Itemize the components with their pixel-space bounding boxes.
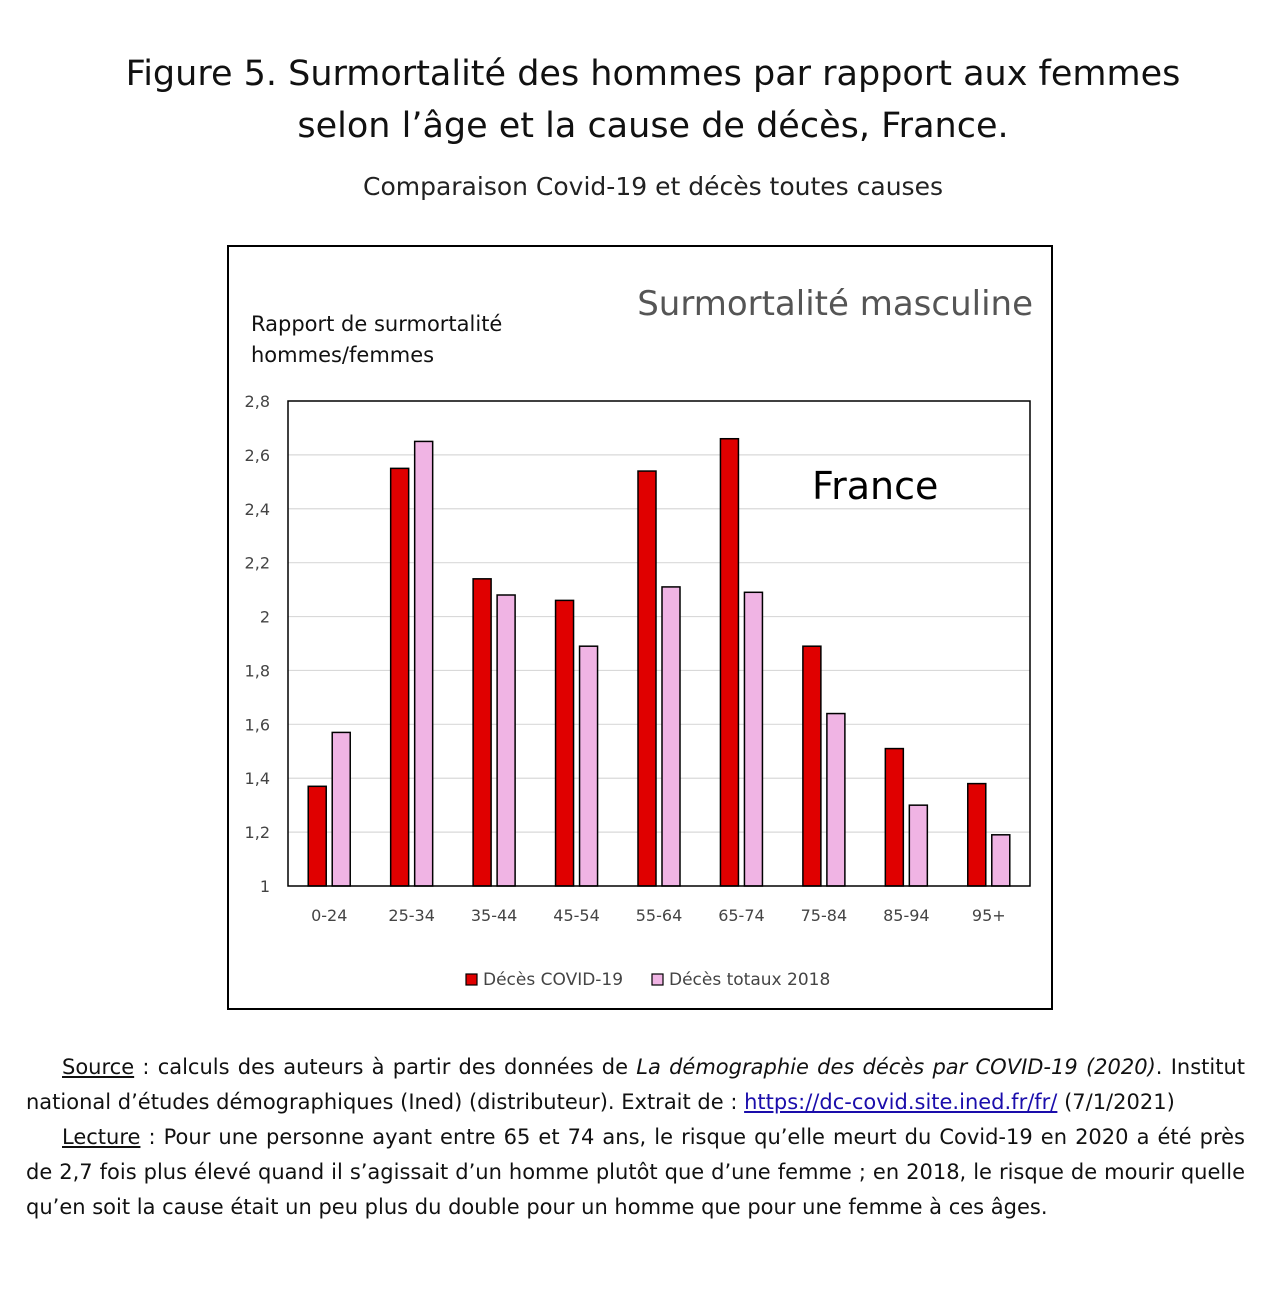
- chart-annotation: France: [812, 464, 939, 508]
- bar-covid: [556, 600, 574, 886]
- y-tick-label: 1: [259, 877, 270, 896]
- notes: [26, 1050, 1245, 1225]
- y-tick-labels: [245, 392, 270, 896]
- bar-covid: [391, 468, 409, 886]
- figure-title-line2: selon l’âge et la cause de décès, France.: [297, 106, 1009, 146]
- y-tick-label: 1,2: [244, 823, 270, 843]
- source-label: Source: [62, 1055, 135, 1079]
- bar-total2018: [662, 587, 680, 886]
- bar-covid: [968, 784, 986, 886]
- chart-title: Surmortalité masculine: [637, 284, 1033, 324]
- source-text1: : calculs des auteurs à partir des données de: [134, 1055, 637, 1079]
- bar-total2018: [415, 441, 433, 886]
- y-axis-label-line2: hommes/femmes: [251, 343, 435, 367]
- lecture-paragraph: [26, 1120, 1245, 1225]
- y-tick-label: 2: [259, 607, 270, 627]
- legend-swatch: [652, 974, 663, 985]
- legend-swatch: [466, 974, 477, 985]
- lecture-text: : Pour une personne ayant entre 65 et 74 ans, le risque qu’elle meurt du Covid-19 en 2020 a été près de 2,7 fois plus élevé quand il s’agissait d’un homme plutôt que d’une femme ; en 2018, le risque de mourir quelle qu’en soit la cause était un peu plus du double pour un homme que pour une femme à ces âges.: [26, 1125, 1245, 1219]
- lecture-label: Lecture: [62, 1125, 141, 1149]
- legend-label: Décès COVID-19: [483, 970, 624, 990]
- x-tick-label: 95+: [971, 906, 1006, 925]
- bar-covid: [638, 471, 656, 886]
- bar-total2018: [744, 592, 762, 886]
- figure-subtitle: Comparaison Covid-19 et décès toutes causes: [362, 172, 943, 201]
- x-tick-label: 45-54: [553, 906, 600, 925]
- y-tick-label: 2,6: [244, 445, 270, 465]
- legend-label: Décès totaux 2018: [669, 970, 831, 990]
- y-axis-label-line1: Rapport de surmortalité: [251, 312, 503, 336]
- bar-total2018: [497, 595, 515, 886]
- bar-covid: [720, 439, 738, 886]
- bar-total2018: [580, 646, 598, 886]
- x-tick-label: 85-94: [883, 906, 930, 925]
- bar-total2018: [909, 805, 927, 886]
- legend: [466, 970, 830, 990]
- y-tick-label: 1,6: [244, 715, 270, 735]
- bar-covid: [308, 786, 326, 886]
- source-text2: . Institut national d’études démographiques (Ined) (distributeur). Extrait de :: [26, 1055, 1245, 1114]
- source-link[interactable]: https://dc-covid.site.ined.fr/fr/: [744, 1090, 1058, 1114]
- chart-frame: [227, 245, 1053, 1010]
- y-tick-label: 1,8: [244, 661, 270, 681]
- x-tick-label: 75-84: [800, 906, 848, 925]
- bar-covid: [803, 646, 821, 886]
- bar-covid: [885, 749, 903, 886]
- figure-title-line1: Figure 5. Surmortalité des hommes par rapport aux femmes: [125, 54, 1181, 94]
- bar-covid: [473, 579, 491, 886]
- y-tick-label: 1,4: [244, 769, 270, 789]
- x-tick-label: 35-44: [470, 906, 518, 925]
- x-tick-label: 65-74: [718, 906, 765, 925]
- x-tick-label: 0-24: [311, 906, 348, 925]
- bar-total2018: [992, 835, 1010, 886]
- y-tick-label: 2,8: [244, 392, 270, 411]
- x-tick-label: 55-64: [635, 906, 683, 925]
- bar-total2018: [827, 714, 845, 886]
- y-tick-label: 2,2: [244, 553, 270, 573]
- bar-total2018: [332, 732, 350, 886]
- y-tick-label: 2,4: [244, 499, 270, 519]
- source-paragraph: [26, 1050, 1245, 1120]
- bar-chart: [229, 247, 1051, 1008]
- x-tick-labels: [311, 906, 1006, 925]
- figure-title: [0, 48, 1280, 152]
- source-date: (7/1/2021): [1057, 1090, 1175, 1114]
- source-title: La démographie des décès par COVID-19 (2020): [636, 1055, 1156, 1079]
- x-tick-label: 25-34: [388, 906, 435, 925]
